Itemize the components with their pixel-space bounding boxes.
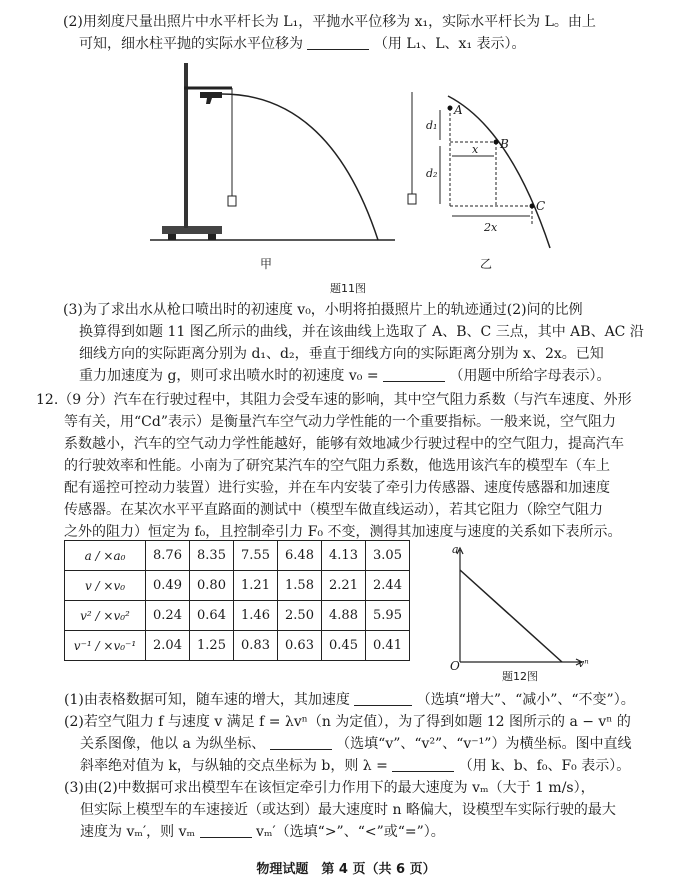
answer-blank[interactable]	[200, 823, 252, 838]
q12-part2-line1: (2)若空气阻力 f 与速度 v 满足 f = λvⁿ（n 为定值），为了得到如题 12 图所示的 a − vⁿ 的	[64, 714, 631, 730]
point-c-label: C	[536, 199, 546, 213]
2x-label: 2x	[484, 221, 498, 234]
answer-blank[interactable]	[392, 757, 454, 772]
point-b-label: B	[500, 137, 509, 151]
table-cell: 1.25	[190, 631, 234, 661]
q12-part2-line3	[80, 756, 630, 776]
table-cell: 2.21	[322, 571, 366, 601]
q11-part3-line3: 细线方向的实际距离分别为 d₁、d₂，垂直于细线方向的实际距离分别为 x、2x。已知	[79, 346, 604, 362]
graph-origin-label: O	[450, 659, 460, 673]
answer-blank[interactable]	[307, 35, 369, 50]
answer-blank[interactable]	[354, 691, 412, 706]
figure-jia	[140, 58, 410, 248]
data-table	[64, 540, 410, 661]
x-label: x	[472, 143, 479, 156]
answer-blank[interactable]	[383, 367, 445, 382]
table-row	[65, 601, 410, 631]
q11-part3-line2: 换算得到如题 11 图乙所示的曲线，并在该曲线上选取了 A、B、C 三点，其中 AB、AC 沿	[79, 324, 644, 340]
q12-part3-line1: (3)由(2)中数据可求出模型车在该恒定牵引力作用下的最大速度为 vₘ（大于 1 m/s），	[64, 780, 595, 796]
answer-blank[interactable]	[270, 735, 332, 750]
table-row	[65, 541, 410, 571]
fig-jia-label: 甲	[260, 257, 273, 271]
point-a-label: A	[454, 103, 463, 117]
graph-x-label: vⁿ	[578, 657, 589, 670]
q12-intro-line: 传感器。在某次水平平直路面的测试中（模型车做直线运动），若其它阻力（除空气阻力	[64, 502, 603, 518]
table-cell: 0.83	[234, 631, 278, 661]
page-footer: 物理试题 第 4 页（共 6 页）	[256, 862, 436, 877]
table-cell: 4.13	[322, 541, 366, 571]
table-cell: 0.24	[146, 601, 190, 631]
q11-part3-line4-tail: （用题中所给字母表示）。	[449, 368, 611, 384]
q11-part3-line1: (3)为了求出水从枪口喷出时的初速度 v₀，小明将拍摄照片上的轨迹通过(2)问的比例	[63, 302, 583, 318]
q11-part3-line4	[79, 366, 610, 386]
q12-part3-line2: 但实际上模型车的车速接近（或达到）最大速度时 n 略偏大，设模型车实际行驶的最大	[80, 802, 616, 818]
table-cell: 5.95	[366, 601, 410, 631]
q12-intro-line: 的行驶效率和性能。小南为了研究某汽车的空气阻力系数，他选用该汽车的模型车（车上	[64, 458, 610, 474]
table-row	[65, 631, 410, 661]
fig12-caption: 题12图	[502, 670, 538, 683]
graph-y-label: a	[452, 543, 459, 556]
row-header: v² / ×v₀²	[65, 601, 146, 631]
table-cell: 3.05	[366, 541, 410, 571]
table-cell: 1.46	[234, 601, 278, 631]
fig11-caption: 题11图	[330, 282, 366, 295]
q12-part2-line3-text: 斜率绝对值为 k，与纵轴的交点坐标为 b，则 λ =	[80, 758, 388, 774]
table-cell: 2.44	[366, 571, 410, 601]
q11-part3-line4-text: 重力加速度为 g，则可求出喷水时的初速度 v₀ =	[79, 368, 379, 384]
table-cell: 0.63	[278, 631, 322, 661]
q12-intro-line: 等有关，用“Cd”表示）是衡量汽车空气动力学性能的一个重要指标。一般来说，空气阻力	[64, 414, 616, 430]
table-cell: 1.21	[234, 571, 278, 601]
d2-label: d₂	[426, 167, 438, 180]
q12-intro-line: 12.（9 分）汽车在行驶过程中，其阻力会受车速的影响，其中空气阻力系数（与汽车速度、外形	[36, 392, 632, 408]
figure-12-graph	[448, 544, 588, 674]
q12-part1-tail: （选填“增大”、“减小”、“不变”）。	[416, 692, 635, 708]
table-cell: 2.04	[146, 631, 190, 661]
row-header: v⁻¹ / ×v₀⁻¹	[65, 631, 146, 661]
table-cell: 6.48	[278, 541, 322, 571]
q12-part3-line3-text: 速度为 vₘ′，则 vₘ	[80, 824, 196, 840]
d1-label: d₁	[426, 119, 438, 132]
q12-part2-line2-tail: （选填“v”、“v²”、“v⁻¹”）为横坐标。图中直线	[336, 736, 632, 752]
q12-part2-line2	[80, 734, 631, 754]
q12-part2-line3-tail: （用 k、b、f₀、F₀ 表示）。	[458, 758, 631, 774]
table-cell: 8.76	[146, 541, 190, 571]
row-header: a / ×a₀	[65, 541, 146, 571]
table-cell: 7.55	[234, 541, 278, 571]
row-header: v / ×v₀	[65, 571, 146, 601]
q12-intro-line: 之外的阻力）恒定为 f₀，且控制牵引力 F₀ 不变，测得其加速度与速度的关系如下表所示。	[64, 524, 622, 540]
q11-part2-line1: (2)用刻度尺量出照片中水平杆长为 L₁，平抛水平位移为 x₁，实际水平杆长为 L。由上	[63, 14, 596, 30]
q12-part2-line2-text: 关系图像，他以 a 为纵坐标、	[80, 736, 266, 752]
table-cell: 1.58	[278, 571, 322, 601]
q12-intro-line: 配有遥控可控动力装置）进行实验，并在车内安装了牵引力传感器、速度传感器和加速度	[64, 480, 610, 496]
table-cell: 2.50	[278, 601, 322, 631]
q12-part1	[64, 690, 635, 710]
q11-part2-line2-text: 可知，细水柱平抛的实际水平位移为	[79, 36, 303, 52]
q12-intro-line: 系数越小，汽车的空气动力学性能越好，能够有效地减少行驶过程中的空气阻力，提高汽车	[64, 436, 624, 452]
table-cell: 0.49	[146, 571, 190, 601]
table-cell: 0.64	[190, 601, 234, 631]
table-cell: 0.45	[322, 631, 366, 661]
q12-part1-text: (1)由表格数据可知，随车速的增大，其加速度	[64, 692, 350, 708]
q11-part2-line2-tail: （用 L₁、L、x₁ 表示）。	[373, 36, 526, 52]
q11-part2-line2	[79, 34, 526, 54]
table-cell: 0.41	[366, 631, 410, 661]
table-row	[65, 571, 410, 601]
table-cell: 0.80	[190, 571, 234, 601]
fig-yi-label: 乙	[480, 257, 493, 271]
table-cell: 4.88	[322, 601, 366, 631]
q12-part3-line3-mid: vₘ′（选填“>”、“<”或“=”）。	[255, 824, 445, 840]
q12-part3-line3	[80, 822, 445, 842]
table-cell: 8.35	[190, 541, 234, 571]
